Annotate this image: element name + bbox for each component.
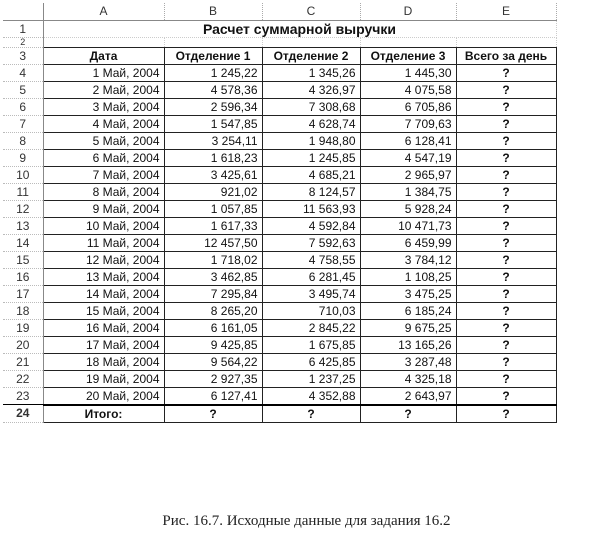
row-header[interactable]: 11 [3, 183, 43, 200]
dept-3-cell[interactable]: 1 445,30 [360, 64, 456, 81]
dept-3-cell[interactable]: 13 165,26 [360, 336, 456, 353]
select-all-corner[interactable] [3, 3, 43, 20]
row-header[interactable]: 24 [3, 405, 43, 423]
dept-2-cell[interactable]: 710,03 [262, 302, 360, 319]
dept-3-cell[interactable]: 6 705,86 [360, 98, 456, 115]
row-header[interactable]: 12 [3, 200, 43, 217]
date-cell[interactable]: 11 Май, 2004 [43, 234, 164, 251]
date-cell[interactable]: 12 Май, 2004 [43, 251, 164, 268]
dept-3-cell[interactable]: 3 784,12 [360, 251, 456, 268]
dept-2-cell[interactable]: 8 124,57 [262, 183, 360, 200]
dept-2-cell[interactable]: 7 308,68 [262, 98, 360, 115]
column-header-a[interactable]: A [43, 3, 164, 20]
daily-total-cell[interactable]: ? [456, 217, 556, 234]
total-dept-1-cell[interactable]: ? [164, 405, 262, 423]
date-cell[interactable]: 20 Май, 2004 [43, 387, 164, 405]
row-header[interactable]: 1 [3, 20, 43, 37]
figure-caption: Рис. 16.7. Исходные данные для задания 16.2 [162, 513, 451, 529]
table-row [3, 285, 556, 302]
total-row [3, 405, 556, 423]
dept-1-cell[interactable]: 1 618,23 [164, 149, 262, 166]
table-row [3, 81, 556, 98]
dept-3-cell[interactable]: 5 928,24 [360, 200, 456, 217]
dept-3-cell[interactable]: 6 128,41 [360, 132, 456, 149]
date-cell[interactable]: 16 Май, 2004 [43, 319, 164, 336]
spreadsheet [3, 3, 557, 423]
dept-2-cell[interactable]: 3 495,74 [262, 285, 360, 302]
dept-3-cell[interactable]: 4 325,18 [360, 370, 456, 387]
column-header-b[interactable]: B [164, 3, 262, 20]
row-header[interactable]: 21 [3, 353, 43, 370]
sheet-title[interactable]: Расчет суммарной выручки [43, 20, 556, 37]
dept-1-cell[interactable]: 1 617,33 [164, 217, 262, 234]
daily-total-cell[interactable]: ? [456, 166, 556, 183]
daily-total-cell[interactable]: ? [456, 387, 556, 405]
dept-2-cell[interactable]: 4 628,74 [262, 115, 360, 132]
date-cell[interactable]: 5 Май, 2004 [43, 132, 164, 149]
dept-2-cell[interactable]: 6 425,85 [262, 353, 360, 370]
dept-2-cell[interactable]: 4 758,55 [262, 251, 360, 268]
header-daily-total[interactable]: Всего за день [456, 47, 556, 64]
daily-total-cell[interactable]: ? [456, 268, 556, 285]
date-cell[interactable]: 7 Май, 2004 [43, 166, 164, 183]
sheet-row-title [3, 20, 556, 37]
date-cell[interactable]: 2 Май, 2004 [43, 81, 164, 98]
date-cell[interactable]: 13 Май, 2004 [43, 268, 164, 285]
dept-3-cell[interactable]: 4 547,19 [360, 149, 456, 166]
table-row [3, 200, 556, 217]
daily-total-cell[interactable]: ? [456, 319, 556, 336]
header-date[interactable]: Дата [43, 47, 164, 64]
table-row [3, 149, 556, 166]
dept-1-cell[interactable]: 1 245,22 [164, 64, 262, 81]
row-header[interactable]: 17 [3, 285, 43, 302]
dept-1-cell[interactable]: 9 564,22 [164, 353, 262, 370]
dept-1-cell[interactable]: 3 425,61 [164, 166, 262, 183]
table-row [3, 319, 556, 336]
row-header[interactable]: 6 [3, 98, 43, 115]
row-header[interactable]: 18 [3, 302, 43, 319]
row-header[interactable]: 16 [3, 268, 43, 285]
empty-cell[interactable] [262, 37, 360, 47]
dept-3-cell[interactable]: 7 709,63 [360, 115, 456, 132]
dept-3-cell[interactable]: 10 471,73 [360, 217, 456, 234]
table-row [3, 387, 556, 405]
dept-1-cell[interactable]: 1 057,85 [164, 200, 262, 217]
dept-1-cell[interactable]: 1 547,85 [164, 115, 262, 132]
daily-total-cell[interactable]: ? [456, 183, 556, 200]
date-cell[interactable]: 18 Май, 2004 [43, 353, 164, 370]
dept-1-cell[interactable]: 3 254,11 [164, 132, 262, 149]
dept-3-cell[interactable]: 3 475,25 [360, 285, 456, 302]
dept-1-cell[interactable]: 2 596,34 [164, 98, 262, 115]
row-header[interactable]: 7 [3, 115, 43, 132]
dept-2-cell[interactable]: 4 326,97 [262, 81, 360, 98]
date-cell[interactable]: 17 Май, 2004 [43, 336, 164, 353]
dept-3-cell[interactable]: 1 108,25 [360, 268, 456, 285]
total-dept-3-cell[interactable]: ? [360, 405, 456, 423]
dept-3-cell[interactable]: 6 459,99 [360, 234, 456, 251]
date-cell[interactable]: 3 Май, 2004 [43, 98, 164, 115]
daily-total-cell[interactable]: ? [456, 64, 556, 81]
column-header-row [3, 3, 556, 20]
date-cell[interactable]: 15 Май, 2004 [43, 302, 164, 319]
header-dept-2[interactable]: Отделение 2 [262, 47, 360, 64]
dept-1-cell[interactable]: 6 161,05 [164, 319, 262, 336]
daily-total-cell[interactable]: ? [456, 234, 556, 251]
table-row [3, 336, 556, 353]
dept-2-cell[interactable]: 7 592,63 [262, 234, 360, 251]
row-header[interactable]: 2 [3, 37, 43, 47]
row-header[interactable]: 19 [3, 319, 43, 336]
date-cell[interactable]: 9 Май, 2004 [43, 200, 164, 217]
column-header-e[interactable]: E [456, 3, 556, 20]
dept-2-cell[interactable]: 1 237,25 [262, 370, 360, 387]
daily-total-cell[interactable]: ? [456, 81, 556, 98]
daily-total-cell[interactable]: ? [456, 251, 556, 268]
row-header[interactable]: 5 [3, 81, 43, 98]
column-header-c[interactable]: C [262, 3, 360, 20]
dept-1-cell[interactable]: 12 457,50 [164, 234, 262, 251]
dept-1-cell[interactable]: 1 718,02 [164, 251, 262, 268]
dept-2-cell[interactable]: 6 281,45 [262, 268, 360, 285]
table-row [3, 370, 556, 387]
date-cell[interactable]: 19 Май, 2004 [43, 370, 164, 387]
dept-3-cell[interactable]: 3 287,48 [360, 353, 456, 370]
table-row [3, 183, 556, 200]
table-row [3, 115, 556, 132]
dept-2-cell[interactable]: 4 352,88 [262, 387, 360, 405]
daily-total-cell[interactable]: ? [456, 98, 556, 115]
row-header[interactable]: 8 [3, 132, 43, 149]
dept-2-cell[interactable]: 4 592,84 [262, 217, 360, 234]
dept-3-cell[interactable]: 2 643,97 [360, 387, 456, 405]
dept-3-cell[interactable]: 6 185,24 [360, 302, 456, 319]
dept-1-cell[interactable]: 9 425,85 [164, 336, 262, 353]
row-header[interactable]: 14 [3, 234, 43, 251]
table-row [3, 302, 556, 319]
row-header[interactable]: 13 [3, 217, 43, 234]
dept-3-cell[interactable]: 4 075,58 [360, 81, 456, 98]
date-cell[interactable]: 14 Май, 2004 [43, 285, 164, 302]
dept-2-cell[interactable]: 4 685,21 [262, 166, 360, 183]
dept-1-cell[interactable]: 7 295,84 [164, 285, 262, 302]
row-header[interactable]: 22 [3, 370, 43, 387]
table-row [3, 234, 556, 251]
header-dept-3[interactable]: Отделение 3 [360, 47, 456, 64]
dept-1-cell[interactable]: 8 265,20 [164, 302, 262, 319]
table-row [3, 251, 556, 268]
row-header[interactable]: 20 [3, 336, 43, 353]
grand-total-cell[interactable]: ? [456, 405, 556, 423]
daily-total-cell[interactable]: ? [456, 200, 556, 217]
dept-1-cell[interactable]: 3 462,85 [164, 268, 262, 285]
table-row [3, 353, 556, 370]
empty-cell[interactable] [360, 37, 456, 47]
row-header[interactable]: 3 [3, 47, 43, 64]
row-header[interactable]: 9 [3, 149, 43, 166]
table-header-row [3, 47, 556, 64]
daily-total-cell[interactable]: ? [456, 149, 556, 166]
table-row [3, 217, 556, 234]
column-header-d[interactable]: D [360, 3, 456, 20]
dept-2-cell[interactable]: 1 245,85 [262, 149, 360, 166]
daily-total-cell[interactable]: ? [456, 302, 556, 319]
daily-total-cell[interactable]: ? [456, 132, 556, 149]
dept-3-cell[interactable]: 1 384,75 [360, 183, 456, 200]
empty-cell[interactable] [43, 37, 164, 47]
date-cell[interactable]: 8 Май, 2004 [43, 183, 164, 200]
header-dept-1[interactable]: Отделение 1 [164, 47, 262, 64]
daily-total-cell[interactable]: ? [456, 285, 556, 302]
table-row [3, 268, 556, 285]
row-header[interactable]: 15 [3, 251, 43, 268]
empty-cell[interactable] [456, 37, 556, 47]
dept-2-cell[interactable]: 2 845,22 [262, 319, 360, 336]
dept-2-cell[interactable]: 1 948,80 [262, 132, 360, 149]
sheet-grid [3, 3, 557, 423]
row-header[interactable]: 4 [3, 64, 43, 81]
date-cell[interactable]: 10 Май, 2004 [43, 217, 164, 234]
total-dept-2-cell[interactable]: ? [262, 405, 360, 423]
date-cell[interactable]: 6 Май, 2004 [43, 149, 164, 166]
dept-1-cell[interactable]: 2 927,35 [164, 370, 262, 387]
table-row [3, 64, 556, 81]
daily-total-cell[interactable]: ? [456, 336, 556, 353]
dept-2-cell[interactable]: 1 345,26 [262, 64, 360, 81]
dept-1-cell[interactable]: 6 127,41 [164, 387, 262, 405]
dept-3-cell[interactable]: 9 675,25 [360, 319, 456, 336]
daily-total-cell[interactable]: ? [456, 370, 556, 387]
table-row [3, 98, 556, 115]
row-header[interactable]: 23 [3, 387, 43, 405]
dept-1-cell[interactable]: 4 578,36 [164, 81, 262, 98]
table-row [3, 132, 556, 149]
daily-total-cell[interactable]: ? [456, 353, 556, 370]
table-row [3, 166, 556, 183]
dept-3-cell[interactable]: 2 965,97 [360, 166, 456, 183]
empty-cell[interactable] [164, 37, 262, 47]
daily-total-cell[interactable]: ? [456, 115, 556, 132]
date-cell[interactable]: 4 Май, 2004 [43, 115, 164, 132]
row-header[interactable]: 10 [3, 166, 43, 183]
dept-2-cell[interactable]: 11 563,93 [262, 200, 360, 217]
sheet-row-blank [3, 37, 556, 47]
total-label[interactable]: Итого: [43, 405, 164, 423]
dept-2-cell[interactable]: 1 675,85 [262, 336, 360, 353]
date-cell[interactable]: 1 Май, 2004 [43, 64, 164, 81]
dept-1-cell[interactable]: 921,02 [164, 183, 262, 200]
